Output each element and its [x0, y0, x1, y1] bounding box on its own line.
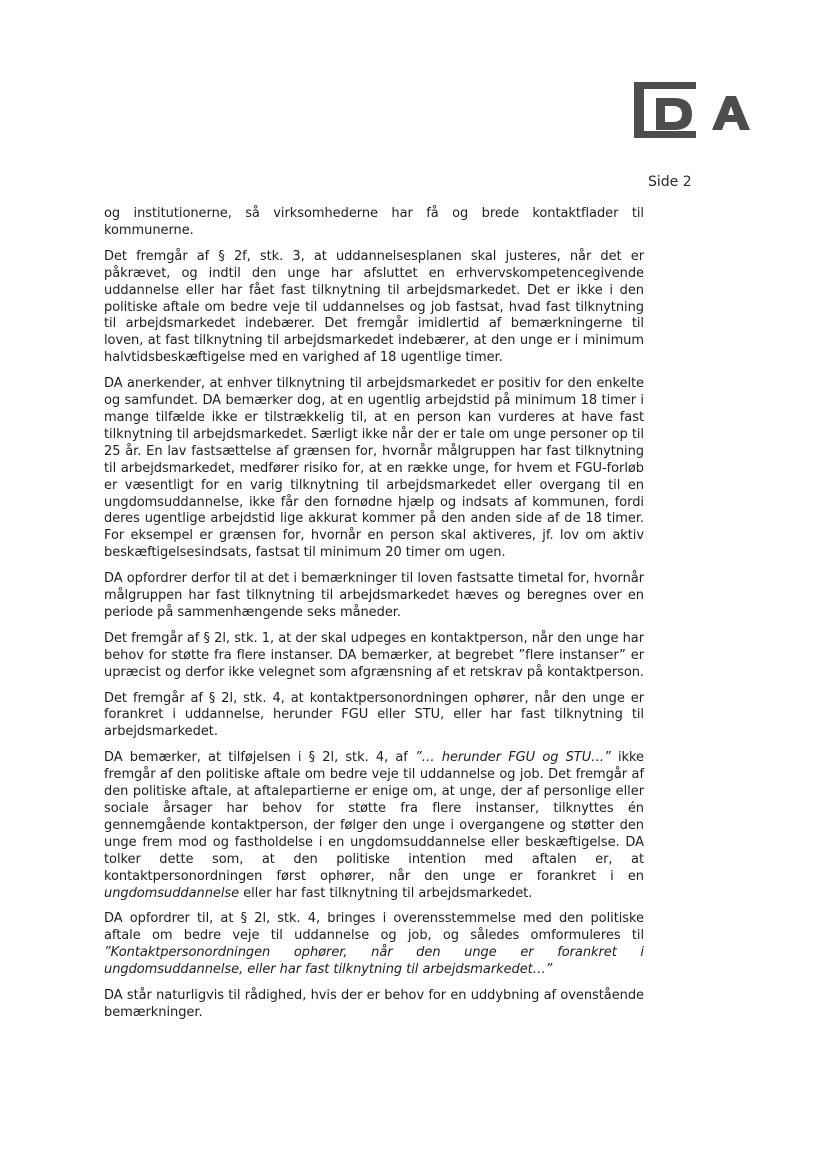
document-body	[104, 206, 644, 1031]
paragraph-4: DA opfordrer derfor til at det i bemærkninger til loven fastsatte timetal for, hvornår målgruppen har fast tilknytning til arbejdsmarkedet hæves og beregnes over en periode på sammenhængende seks måneder.	[104, 571, 644, 620]
paragraph-8-quote: ”Kontaktpersonordningen ophører, når den unge er forankret i ungdomsuddannelse, eller har fast tilknytning til arbejdsmarkedet…”	[104, 945, 644, 978]
paragraph-3: DA anerkender, at enhver tilknytning til arbejdsmarkedet er positiv for den enkelte og samfundet. DA bemærker dog, at en ugentlig arbejdstid på minimum 18 timer i mange tilfælde ikke er tilstrækkelig til, at en person kan vurderes at have fast tilknytning til arbejdsmarkedet. Særligt ikke når der er tale om unge personer op til 25 år. En lav fastsættelse af grænsen for, hvornår målgruppen har fast tilknytning til arbejdsmarkedet, medfører risiko for, at en række unge, for hvem et FGU-forløb er væsentligt for en varig tilknytning til arbejdsmarkedet eller overgang til en ungdomsuddannelse, ikke får den fornødne hjælp og indsats af kommunen, fordi deres ugentlige arbejdstid lige akkurat kommer på den anden side af de 18 timer. For eksempel er grænsen for, hvornår en person skal aktiveres, jf. lov om aktiv beskæftigelsesindsats, fastsat til minimum 20 timer om ugen.	[104, 376, 644, 561]
paragraph-7-text-c: ikke fremgår af den politiske aftale om bedre veje til uddannelse og job. Det fremgår af den politiske aftale, at aftalepartierne er enige om, at unge, der af personlige eller sociale årsager har behov for støtte fra flere instanser, tilknyttes én gennemgående kontaktperson, der følger den unge i overgangene og støtter den unge frem mod og fastholdelse i en ungdomsuddannelse eller beskæftigelse. DA tolker dette som, at den politiske intention med aftalen er, at kontaktpersonordningen først ophører, når den unge er forankret i en	[104, 750, 644, 884]
paragraph-8-text-a: DA opfordrer til, at § 2l, stk. 4, bringes i overensstemmelse med den politiske aftale om bedre veje til uddannelse og job, og således omformuleres til	[104, 911, 644, 944]
paragraph-6: Det fremgår af § 2l, stk. 4, at kontaktpersonordningen ophører, når den unge er forankret i uddannelse, herunder FGU eller STU, eller har fast tilknytning til arbejdsmarkedet.	[104, 690, 644, 740]
paragraph-5: Det fremgår af § 2l, stk. 1, at der skal udpeges en kontaktperson, når den unge har behov for støtte fra flere instanser. DA bemærker, at begrebet ”flere instanser” er upræcist og derfor ikke velegnet som afgrænsning af et retskrav på kontaktperson.	[104, 630, 645, 680]
paragraph-1: og institutionerne, så virksomhederne har få og brede kontaktflader til kommunerne.	[104, 206, 644, 238]
paragraph-8	[104, 911, 644, 979]
logo-d-letter	[656, 98, 692, 130]
paragraph-9: DA står naturligvis til rådighed, hvis der er behov for en uddybning af ovenstående bemærkninger.	[104, 988, 644, 1020]
paragraph-7-emphasis: ungdomsuddannelse	[104, 885, 240, 901]
logo-a-letter	[712, 96, 750, 130]
paragraph-7	[104, 750, 644, 902]
page-number: Side 2	[648, 174, 692, 190]
paragraph-2: Det fremgår af § 2f, stk. 3, at uddannelsesplanen skal justeres, når det er påkrævet, og indtil den unge har afsluttet en erhvervskompetencegivende uddannelse eller har fået fast tilknytning til arbejdsmarkedet. Det er ikke i den politiske aftale om bedre veje til uddannelses og job fastsat, hvad fast tilknytning til arbejdsmarkedet indebærer. Det fremgår imidlertid af bemærkningerne til loven, at fast tilknytning til arbejdsmarkedet indebærer, at den unge er i minimum halvtidsbeskæftigelse med en varighed af 18 ugentlige timer.	[104, 248, 644, 366]
da-logo	[634, 82, 758, 138]
paragraph-7-quote: ”… herunder FGU og STU…”	[414, 750, 611, 766]
paragraph-7-text-e: eller har fast tilknytning til arbejdsmarkedet.	[239, 885, 533, 901]
paragraph-7-text-a: DA bemærker, at tilføjelsen i § 2l, stk. 4, af	[104, 750, 415, 766]
